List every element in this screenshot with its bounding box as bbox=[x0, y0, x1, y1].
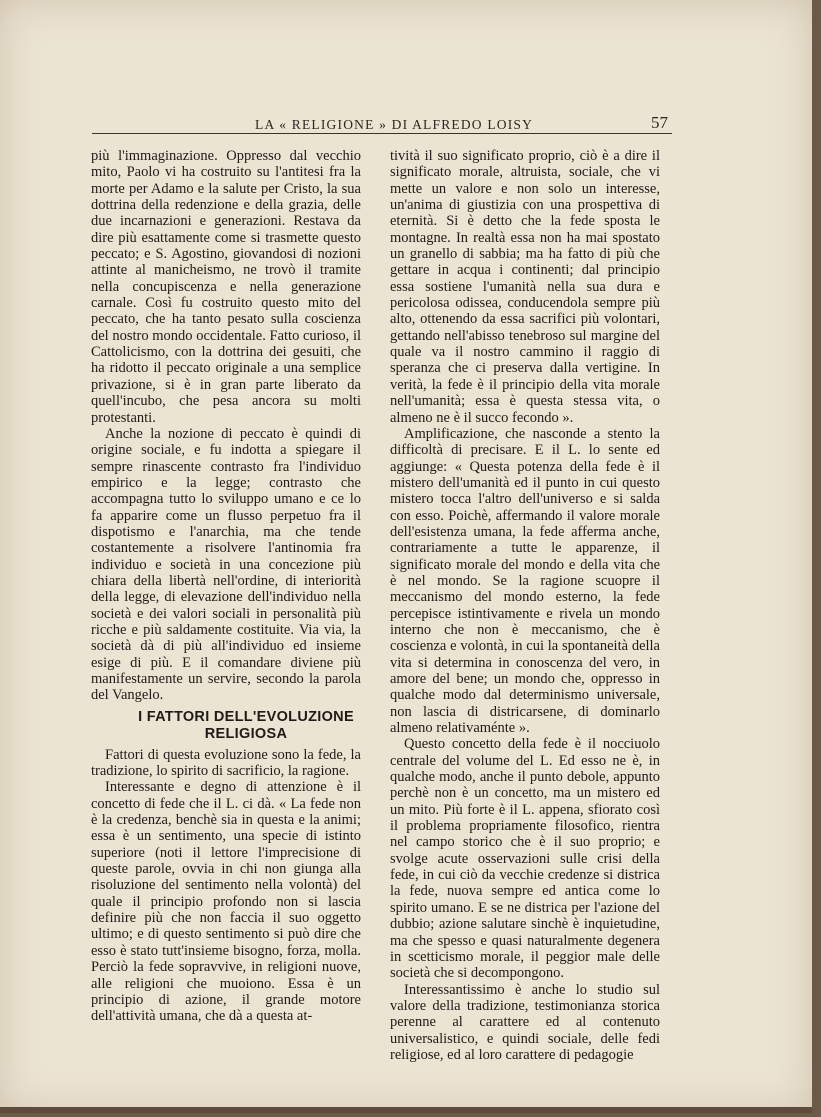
paragraph: tività il suo significato proprio, ciò è a dire il significato morale, altruista, sociale, che vi mette un valore e non solo un interesse, un'anima di giustizia con una prospettiva di eternità. Si è detto che la fede sposta le montagne. In realtà essa non ha mai spostato un granello di sabbia; ma ha fatto di più che gettare in acqua i continenti; dal principio essa sostiene l'umanità nella sua dura e pericolosa odissea, conducendola sempre più alto, ottenendo da essa sacrifici più volontari, gettando nell'abisso tenebroso sul margine del quale va il nostro cammino il raggio di speranza che ci preserva dalla vertigine. In verità, la fede è il principio della vita morale nell'umanità; essa è questa stessa vita, o almeno ne è il succo fecondo ». bbox=[390, 148, 660, 426]
page-number: 57 bbox=[651, 113, 668, 132]
header-rule bbox=[92, 133, 672, 134]
running-header bbox=[92, 113, 672, 139]
paragraph: Interessantissimo è anche lo studio sul valore della tradizione, testimonianza storica perenne al carattere ed al contenuto universalistico, e quindi sociale, delle fedi religiose, ed al loro carattere di pedagogie bbox=[390, 981, 660, 1063]
page-bottom-edge bbox=[0, 1107, 812, 1113]
section-heading: I FATTORI DELL'EVOLUZIONE RELIGIOSA bbox=[138, 708, 354, 742]
paragraph: Anche la nozione di peccato è quindi di origine sociale, e fu indotta a spiegare il sempre rinascente contrasto fra l'individuo empirico e la legge; contrasto che accompagna tutto lo sviluppo umano e ce lo fa apparire come un flusso perpetuo fra il dispotismo e l'anarchia, ma che tende costantemente a risolvere l'antinomia fra individuo e società in una concezione più chiara della libertà nell'ordine, di interiorità della legge, di elevazione dell'individuo nella società e dei valori sociali in personalità più ricche e più saldamente costituite. Via via, la società dà di più all'individuo ed insieme esige di più. E il comandare diviene più manifestamente un servire, secondo la parola del Vangelo. bbox=[91, 425, 361, 704]
paragraph: Amplificazione, che nasconde a stento la difficoltà di precisare. E il L. lo sente ed aggiunge: « Questa potenza della fede è il mistero dell'umanità ed il punto in cui questo mistero tocca l'altro dell'universo e si salda con esso. Poichè, affermando il valore morale dell'esistenza umana, la fede afferma anche, contrariamente a tutte le apparenze, il significato morale del mondo e della vita che è nel mondo. Se la ragione scuopre il meccanismo del mondo esterno, la fede percepisce istintivamente e rivela un mondo interno che non è meccanismo, che è coscienza e volontà, in cui la spontaneità della vita si determina in conoscenza del vero, in amore del bene; un mondo che, oppresso in qualche modo dal determinismo universale, non lascia di districarsene, di dominarlo almeno relativaménte ». bbox=[390, 425, 660, 737]
paragraph: più l'immaginazione. Oppresso dal vecchio mito, Paolo vi ha costruito su l'antitesi fra la morte per Adamo e la salute per Cristo, la sua dottrina della redenzione e della grazia, delle due incarnazioni e generazioni. Restava da dire più esattamente come si trasmette questo peccato; e S. Agostino, giovandosi di nozioni attinte al manicheismo, ne trovò il tramite nella concupiscenza e nella generazione carnale. Così fu costruito questo mito del peccato, che ha tanto pesato sulla coscienza del nostro mondo occidentale. Fatto curioso, il Cattolicismo, con la dottrina dei gesuiti, che ha ridotto il peccato originale a una semplice privazione, si è in gran parte liberato da quell'incubo, che pesa ancora su molti protestanti. bbox=[91, 148, 361, 426]
paragraph: Questo concetto della fede è il nocciuolo centrale del volume del L. Ed esso ne è, in qualche modo, anche il punto debole, appunto perchè non è un concetto, ma un mistero ed un mito. Più forte è il L. appena, sfiorato così il problema propriamente filosofico, rientra nel campo storico che è il suo proprio; e svolge acute osservazioni sulle crisi della fede, in cui ciò da vecchie credenze si districa la fede, nuova sempre ed antica come lo spirito umano. E se ne districa per l'azione del dubbio; azione salutare sinchè è inquietudine, ma che spesso e quasi naturalmente degenera in scetticismo morale, il peggior male delle società che si decompongono. bbox=[390, 736, 660, 982]
left-column bbox=[91, 148, 361, 1025]
right-column bbox=[390, 148, 660, 1063]
running-title: LA « RELIGIONE » DI ALFREDO LOISY bbox=[255, 117, 534, 132]
paragraph: Fattori di questa evoluzione sono la fede, la tradizione, lo spirito di sacrificio, la ragione. bbox=[91, 746, 361, 780]
paragraph: Interessante e degno di attenzione è il concetto di fede che il L. ci dà. « La fede non è la credenza, benchè sia in questa e la animi; essa è un sentimento, una specie di istinto superiore (noti il lettore l'imprecisione di queste parole, ovvia in chi non giunga alla risoluzione del sentimento nella volontà) del quale il principio profondo non si lascia definire più che non faccia il suo oggetto ultimo; e di questo sentimento si può dire che esso è stato tutt'insieme bisogno, forza, molla. Perciò la fede sopravvive, in religioni nuove, alle religioni che muoiono. Essa è un principio di azione, il grande motore dell'attività umana, che dà a questa at- bbox=[91, 779, 361, 1025]
